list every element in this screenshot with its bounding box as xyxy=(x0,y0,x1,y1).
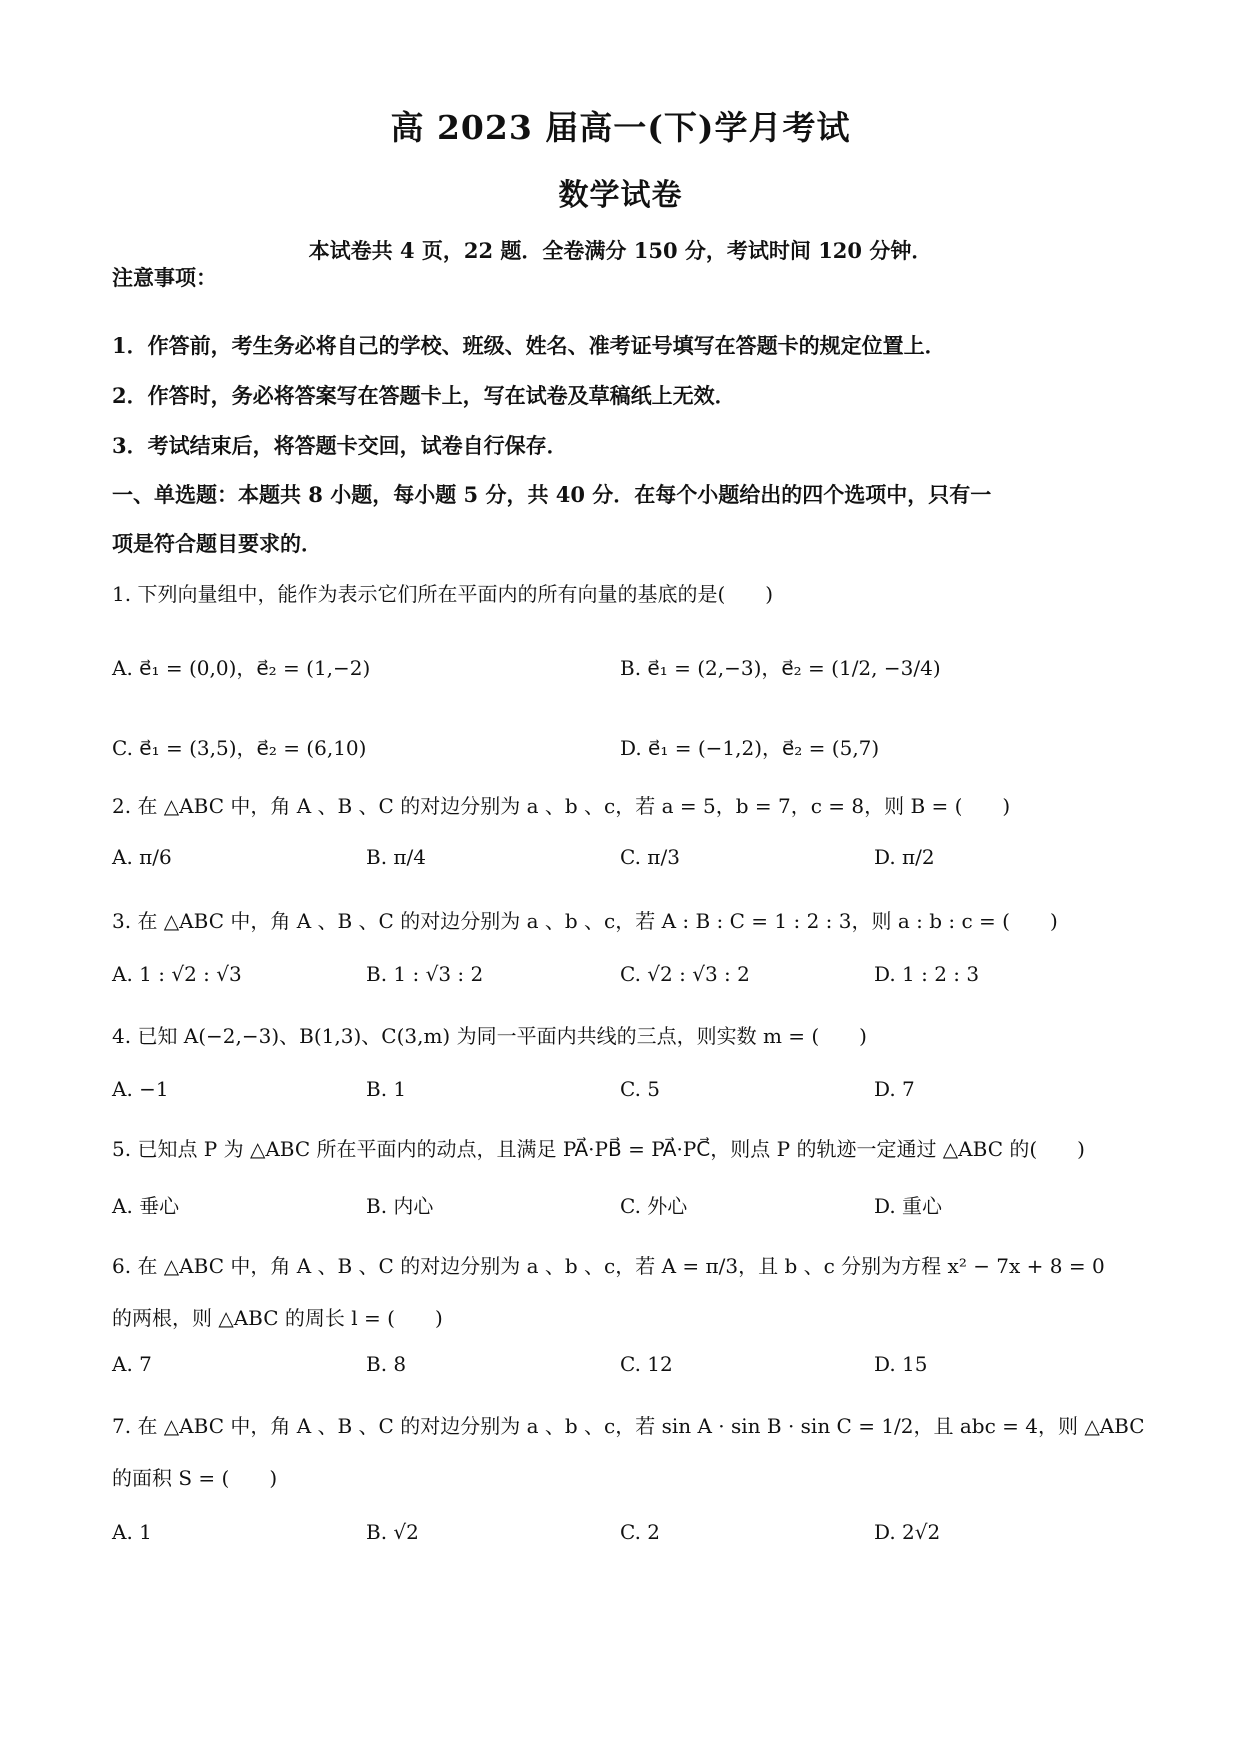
notes-heading: 注意事项： xyxy=(112,265,217,290)
question-7-stem: 7. 在 △ABC 中，角 A 、B 、C 的对边分别为 a 、b 、c，若 sin A · sin B · sin C = 1/2，且 abc = 4，则 △ABC xyxy=(112,1414,1145,1438)
q7-option-b: B. √2 xyxy=(366,1520,419,1544)
q4-option-a: A. −1 xyxy=(112,1077,169,1101)
exam-title: 高 2023 届高一(下)学月考试 xyxy=(390,108,851,147)
q3-option-b: B. 1 : √3 : 2 xyxy=(366,962,484,986)
q1-option-d: D. e⃗₁ = (−1,2)，e⃗₂ = (5,7) xyxy=(620,736,880,760)
question-7-stem-cont: 的面积 S = ( ) xyxy=(112,1466,278,1490)
q1-option-c: C. e⃗₁ = (3,5)，e⃗₂ = (6,10) xyxy=(112,736,367,760)
q4-option-c: C. 5 xyxy=(620,1077,661,1101)
q7-option-d: D. 2√2 xyxy=(874,1520,941,1544)
section-heading: 一、单选题：本题共 8 小题，每小题 5 分，共 40 分．在每个小题给出的四个选项中，只有一 xyxy=(112,482,992,507)
q7-option-a: A. 1 xyxy=(112,1520,152,1544)
question-4-stem: 4. 已知 A(−2,−3)、B(1,3)、C(3,m) 为同一平面内共线的三点，则实数 m = ( ) xyxy=(112,1024,867,1048)
q3-option-d: D. 1 : 2 : 3 xyxy=(874,962,980,986)
q6-option-b: B. 8 xyxy=(366,1352,407,1376)
q2-option-c: C. π/3 xyxy=(620,845,680,869)
question-5-stem: 5. 已知点 P 为 △ABC 所在平面内的动点，且满足 PA⃗·PB⃗ = PA⃗·PC⃗，则点 P 的轨迹一定通过 △ABC 的( ) xyxy=(112,1137,1085,1161)
q3-option-a: A. 1 : √2 : √3 xyxy=(112,962,242,986)
q2-option-a: A. π/6 xyxy=(112,845,172,869)
q6-option-a: A. 7 xyxy=(112,1352,152,1376)
exam-intro: 本试卷共 4 页，22 题．全卷满分 150 分，考试时间 120 分钟． xyxy=(308,238,933,263)
question-6-stem-cont: 的两根，则 △ABC 的周长 l = ( ) xyxy=(112,1306,443,1330)
note-item: 3．考试结束后，将答题卡交回，试卷自行保存． xyxy=(112,433,568,458)
note-item: 2．作答时，务必将答案写在答题卡上，写在试卷及草稿纸上无效． xyxy=(112,383,736,408)
q2-option-b: B. π/4 xyxy=(366,845,427,869)
q5-option-a: A. 垂心 xyxy=(112,1194,180,1218)
question-2-stem: 2. 在 △ABC 中，角 A 、B 、C 的对边分别为 a 、b 、c，若 a = 5，b = 7，c = 8，则 B = ( ) xyxy=(112,794,1011,818)
q5-option-c: C. 外心 xyxy=(620,1194,688,1218)
q6-option-c: C. 12 xyxy=(620,1352,673,1376)
q7-option-c: C. 2 xyxy=(620,1520,661,1544)
q1-option-b: B. e⃗₁ = (2,−3)，e⃗₂ = (1/2, −3/4) xyxy=(620,656,941,680)
section-heading-cont: 项是符合题目要求的． xyxy=(112,531,322,556)
q1-option-a: A. e⃗₁ = (0,0)，e⃗₂ = (1,−2) xyxy=(112,656,371,680)
question-3-stem: 3. 在 △ABC 中，角 A 、B 、C 的对边分别为 a 、b 、c，若 A : B : C = 1 : 2 : 3，则 a : b : c = ( ) xyxy=(112,909,1058,933)
q5-option-d: D. 重心 xyxy=(874,1194,943,1218)
q6-option-d: D. 15 xyxy=(874,1352,928,1376)
q4-option-b: B. 1 xyxy=(366,1077,407,1101)
q3-option-c: C. √2 : √3 : 2 xyxy=(620,962,750,986)
q4-option-d: D. 7 xyxy=(874,1077,915,1101)
q5-option-b: B. 内心 xyxy=(366,1194,434,1218)
question-6-stem: 6. 在 △ABC 中，角 A 、B 、C 的对边分别为 a 、b 、c，若 A = π/3，且 b 、c 分别为方程 x² − 7x + 8 = 0 xyxy=(112,1254,1105,1278)
exam-subtitle: 数学试卷 xyxy=(558,178,683,213)
question-1-stem: 1. 下列向量组中，能作为表示它们所在平面内的所有向量的基底的是( ) xyxy=(112,582,774,606)
q2-option-d: D. π/2 xyxy=(874,845,935,869)
note-item: 1．作答前，考生务必将自己的学校、班级、姓名、准考证号填写在答题卡的规定位置上． xyxy=(112,333,946,358)
